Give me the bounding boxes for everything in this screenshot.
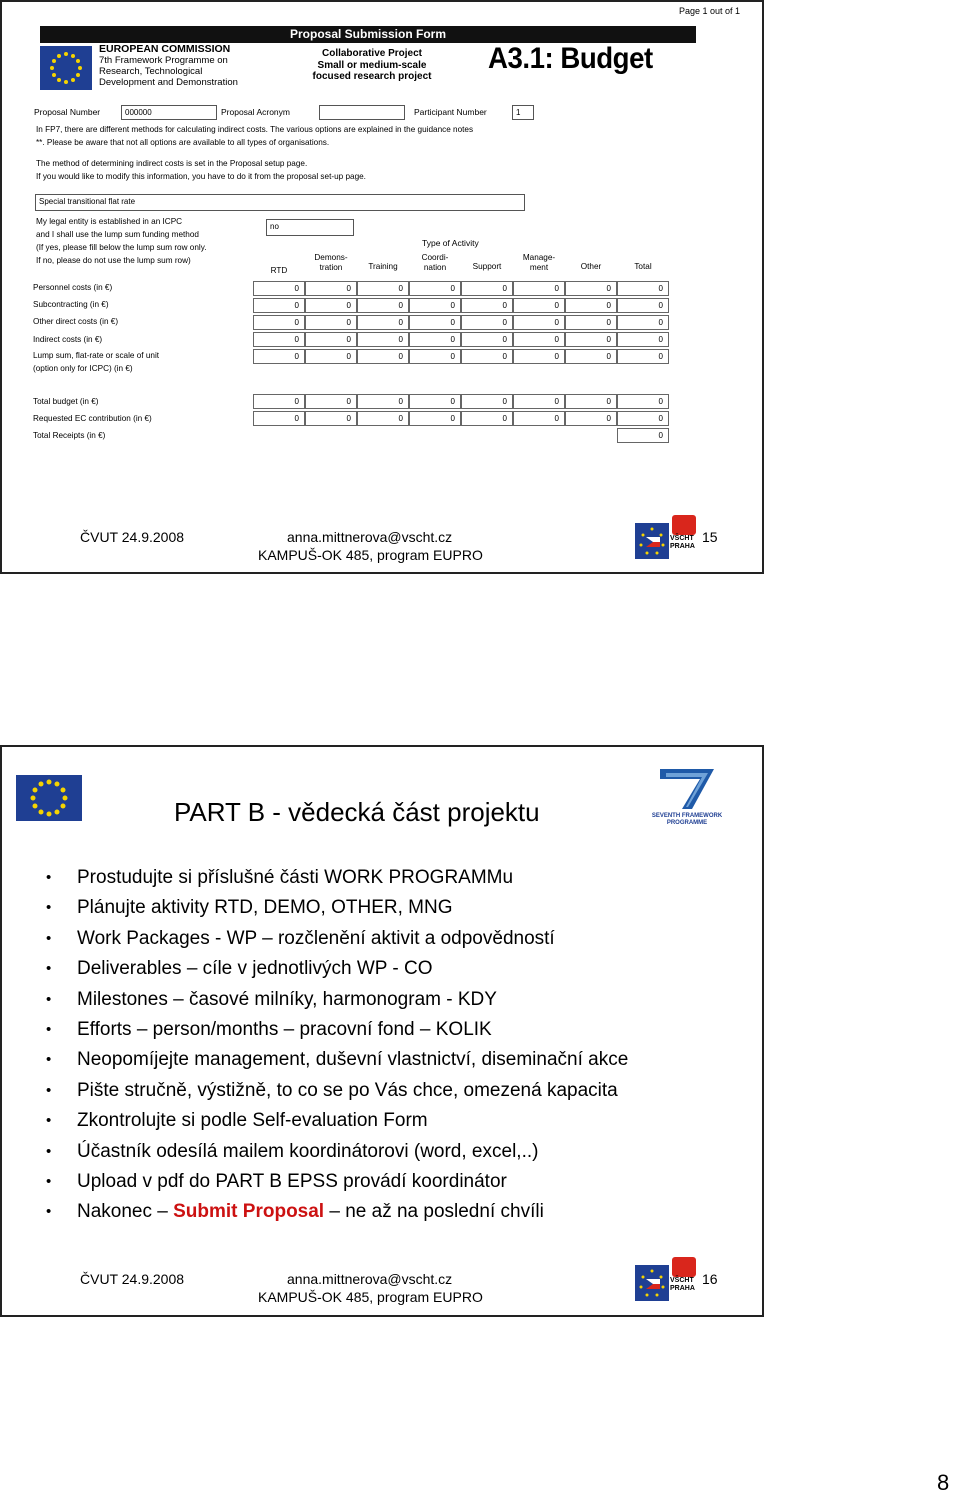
icpc-select[interactable]: no	[266, 219, 354, 236]
eupro-logo-icon	[635, 523, 669, 559]
budget-cell[interactable]: 0	[357, 298, 409, 313]
column-header: Coordi- nation	[421, 253, 449, 272]
budget-cell[interactable]: 0	[409, 298, 461, 313]
budget-cell[interactable]: 0	[409, 332, 461, 347]
budget-cell[interactable]: 0	[253, 298, 305, 313]
list-item-last: • Nakonec – Submit Proposal – ne až na poslední chvíli	[46, 1197, 628, 1227]
column-header: Manage- ment	[522, 253, 556, 272]
footer-program: KAMPUŠ-OK 485, program EUPRO	[258, 1289, 483, 1305]
list-item: • Efforts – person/months – pracovní fond – KOLIK	[46, 1015, 628, 1045]
column-header: Total	[634, 262, 652, 271]
vscht-logo-icon: VŠCHT PRAHA	[670, 1257, 700, 1301]
slide-footer	[2, 529, 762, 569]
row-label: Personnel costs (in €)	[33, 283, 113, 292]
budget-form	[22, 6, 740, 461]
budget-cell[interactable]: 0	[565, 315, 617, 330]
footer-date: ČVUT 24.9.2008	[80, 529, 185, 545]
footer-email[interactable]: anna.mittnerova@vscht.cz	[287, 529, 453, 545]
proposal-acronym-label: Proposal Acronym	[221, 107, 290, 117]
note-line: If you would like to modify this information, you have to do it from the proposal set-up page.	[36, 172, 366, 181]
indirect-cost-method-field[interactable]: Special transitional flat rate	[35, 194, 525, 211]
vscht-logo-icon: VŠCHT PRAHA	[670, 515, 700, 559]
budget-cell[interactable]: 0	[357, 315, 409, 330]
list-item: • Prostudujte si příslušné části WORK PROGRAMMu	[46, 863, 628, 893]
total-row-label: Requested EC contribution (in €)	[33, 414, 152, 423]
participant-number-label: Participant Number	[414, 107, 487, 117]
project-type: Collaborative Project Small or medium-scale focused research project	[312, 48, 432, 82]
budget-cell[interactable]: 0	[513, 298, 565, 313]
column-header: Training	[368, 262, 398, 271]
total-cell: 0	[253, 411, 305, 426]
total-cell: 0	[461, 411, 513, 426]
total-cell: 0	[357, 394, 409, 409]
slide-title: PART B - vědecká část projektu	[174, 797, 540, 827]
icpc-text: and I shall use the lump sum funding method	[36, 230, 199, 239]
total-row-label: Total Receipts (in €)	[33, 431, 106, 440]
budget-cell[interactable]: 0	[565, 349, 617, 364]
budget-cell[interactable]: 0	[409, 281, 461, 296]
row-label: Subcontracting (in €)	[33, 300, 109, 309]
budget-cell[interactable]: 0	[253, 315, 305, 330]
icpc-text: If no, please do not use the lump sum row)	[36, 256, 191, 265]
total-cell: 0	[617, 394, 669, 409]
list-item: • Work Packages - WP – rozčlenění aktivit a odpovědností	[46, 924, 628, 954]
total-cell: 0	[357, 411, 409, 426]
eu-flag-icon	[16, 775, 82, 821]
list-item: • Neopomíjejte management, duševní vlastnictví, diseminační akce	[46, 1045, 628, 1075]
budget-cell[interactable]: 0	[409, 315, 461, 330]
type-of-activity-label: Type of Activity	[422, 238, 479, 248]
note-line: **. Please be aware that not all options are available to all types of organisations.	[36, 138, 330, 147]
footer-email[interactable]: anna.mittnerova@vscht.cz	[287, 1271, 453, 1287]
eu-flag-icon	[40, 46, 92, 90]
slide-footer	[2, 1271, 762, 1311]
slide-number: 15	[702, 529, 718, 545]
fp7-logo-icon	[652, 767, 722, 827]
proposal-number-field[interactable]: 000000	[121, 105, 217, 120]
bullet-list	[46, 863, 628, 1228]
budget-cell[interactable]: 0	[305, 298, 357, 313]
note-line: In FP7, there are different methods for calculating indirect costs. The various options are explained in the guidance notes	[36, 125, 474, 134]
row-label: Other direct costs (in €)	[33, 317, 119, 326]
section-title: A3.1: Budget	[488, 42, 653, 75]
column-header: RTD	[270, 266, 288, 275]
list-item: • Deliverables – cíle v jednotlivých WP - CO	[46, 954, 628, 984]
column-header: Demons- tration	[314, 253, 348, 272]
list-item: • Milestones – časové milníky, harmonogram - KDY	[46, 985, 628, 1015]
proposal-number-label: Proposal Number	[34, 107, 101, 117]
eupro-logo-icon	[635, 1265, 669, 1301]
submit-proposal-highlight: Submit Proposal	[173, 1201, 325, 1223]
budget-cell[interactable]: 0	[461, 298, 513, 313]
list-item: • Zkontrolujte si podle Self-evaluation Form	[46, 1106, 628, 1136]
budget-cell[interactable]: 0	[305, 315, 357, 330]
budget-cell[interactable]: 0	[409, 349, 461, 364]
budget-cell[interactable]: 0	[357, 349, 409, 364]
footer-program: KAMPUŠ-OK 485, program EUPRO	[258, 547, 483, 563]
column-header: Other	[580, 262, 602, 271]
total-row-label: Total budget (in €)	[33, 397, 99, 406]
total-cell: 0	[513, 394, 565, 409]
budget-cell[interactable]: 0	[461, 349, 513, 364]
total-cell: 0	[461, 394, 513, 409]
budget-cell[interactable]: 0	[461, 315, 513, 330]
total-cell: 0	[305, 394, 357, 409]
list-item: • Pište stručně, výstižně, to co se po Vás chce, omezená kapacita	[46, 1076, 628, 1106]
slide-15	[0, 0, 764, 574]
total-cell: 0	[565, 411, 617, 426]
budget-cell[interactable]: 0	[565, 281, 617, 296]
svg-text:SEVENTH FRAMEWORK: SEVENTH FRAMEWORK	[652, 813, 722, 819]
budget-cell[interactable]: 0	[513, 349, 565, 364]
budget-cell[interactable]: 0	[253, 332, 305, 347]
total-cell: 0	[617, 411, 669, 426]
budget-cell[interactable]: 0	[513, 332, 565, 347]
icpc-text: My legal entity is established in an ICPC	[36, 217, 183, 226]
budget-cell[interactable]: 0	[617, 281, 669, 296]
budget-cell[interactable]: 0	[461, 332, 513, 347]
budget-cell[interactable]: 0	[513, 281, 565, 296]
proposal-acronym-field[interactable]	[319, 105, 405, 120]
page-indicator: Page 1 out of 1	[678, 6, 740, 16]
note-line: The method of determining indirect costs is set in the Proposal setup page.	[36, 159, 308, 168]
budget-cell[interactable]: 0	[513, 315, 565, 330]
budget-cell[interactable]: 0	[461, 281, 513, 296]
total-cell: 0	[617, 428, 669, 443]
list-item: • Plánujte aktivity RTD, DEMO, OTHER, MNG	[46, 893, 628, 923]
budget-cell[interactable]: 0	[305, 332, 357, 347]
total-cell: 0	[409, 394, 461, 409]
svg-text:PROGRAMME: PROGRAMME	[666, 820, 708, 826]
slide-16	[0, 745, 764, 1317]
budget-cell[interactable]: 0	[617, 298, 669, 313]
form-header-title: Proposal Submission Form	[40, 26, 696, 43]
total-cell: 0	[409, 411, 461, 426]
budget-cell[interactable]: 0	[305, 349, 357, 364]
budget-cell[interactable]: 0	[565, 298, 617, 313]
budget-cell[interactable]: 0	[617, 315, 669, 330]
budget-cell[interactable]: 0	[617, 349, 669, 364]
row-label: Lump sum, flat-rate or scale of unit (option only for ICPC) (in €)	[33, 351, 160, 373]
budget-cell[interactable]: 0	[565, 332, 617, 347]
total-cell: 0	[305, 411, 357, 426]
list-item: • Účastník odesílá mailem koordinátorovi (word, excel,..)	[46, 1137, 628, 1167]
slide-number: 16	[702, 1271, 718, 1287]
footer-date: ČVUT 24.9.2008	[80, 1271, 185, 1287]
total-cell: 0	[513, 411, 565, 426]
budget-cell[interactable]: 0	[253, 281, 305, 296]
page-number: 8	[937, 1470, 950, 1495]
icpc-text: (If yes, please fill below the lump sum row only.	[36, 243, 207, 252]
total-cell: 0	[565, 394, 617, 409]
total-cell: 0	[253, 394, 305, 409]
column-header: Support	[472, 262, 502, 271]
budget-cell[interactable]: 0	[357, 332, 409, 347]
row-label: Indirect costs (in €)	[33, 335, 103, 344]
budget-cell[interactable]: 0	[617, 332, 669, 347]
commission-text: EUROPEAN COMMISSION 7th Framework Programme on Research, Technological Development and Demonstration	[99, 43, 238, 88]
budget-cell[interactable]: 0	[357, 281, 409, 296]
participant-number-field[interactable]: 1	[512, 105, 534, 120]
list-item: • Upload v pdf do PART B EPSS provádí koordinátor	[46, 1167, 628, 1197]
budget-cell[interactable]: 0	[253, 349, 305, 364]
budget-cell[interactable]: 0	[305, 281, 357, 296]
